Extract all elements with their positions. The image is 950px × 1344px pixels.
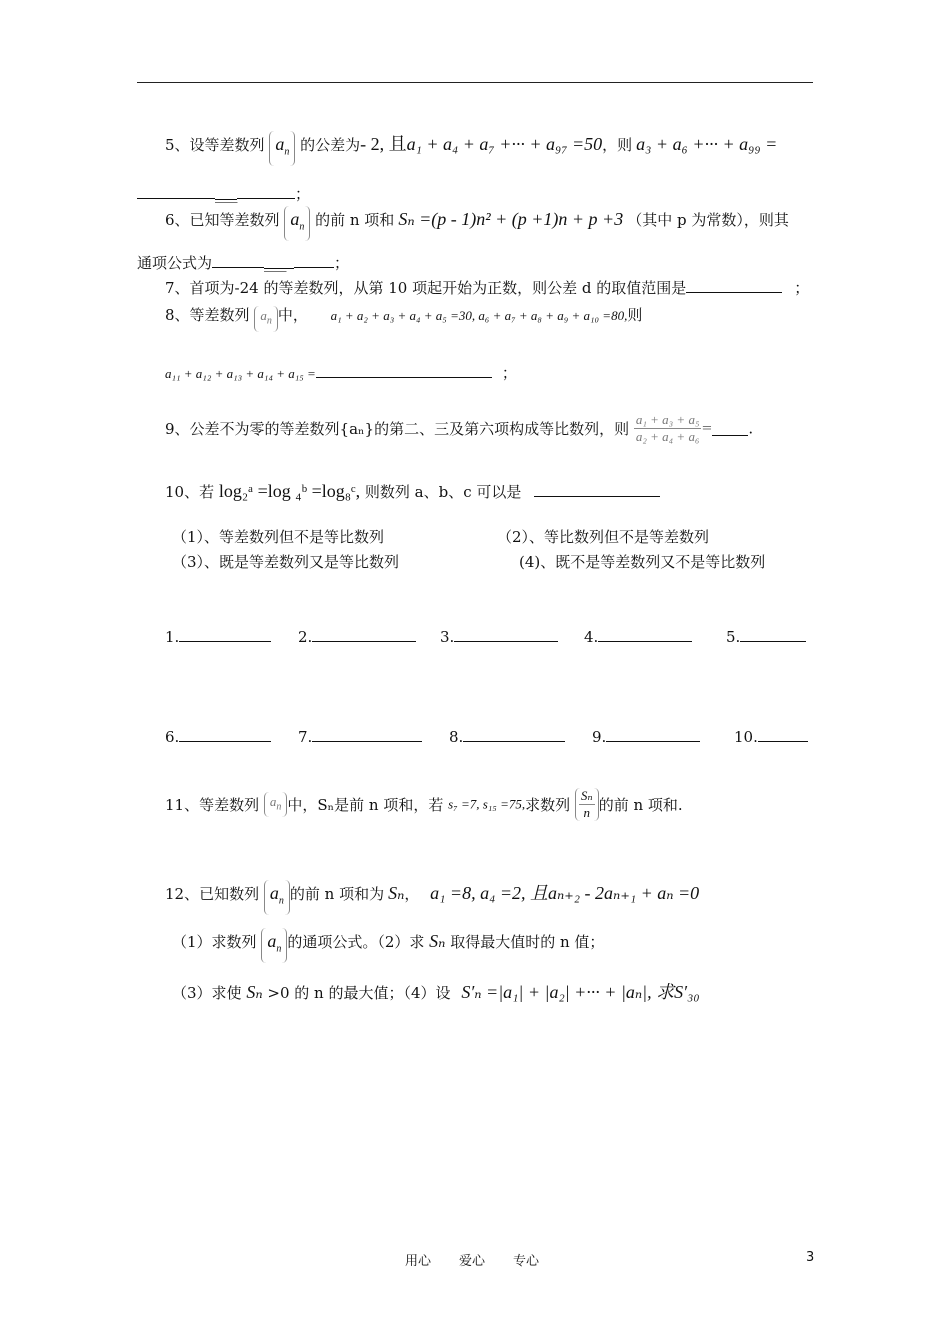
question-10-option-3: （3）、既是等差数列又是等比数列 [172, 553, 400, 571]
answer-2[interactable]: 2. [298, 627, 416, 646]
answer-9[interactable]: 9. [592, 727, 700, 746]
footer-motto: 用心 爱心 专心 [405, 1254, 540, 1269]
question-8: 8、等差数列 $a_n$ 中， a₁ + a₂ + a₃ + a₄ + a₅ =30, a₆ + a₇ + a₈ + a₉ + a₁₀ =80,则 [165, 304, 642, 332]
question-10: 10、若 log₂ᵃ =log ₄ᵇ =log₈ᶜ, 则数列 a、b、c 可以是 [165, 481, 660, 502]
question-12-parts-1-2: （1）求数列 $a_n$ 的通项公式。（2）求 Sₙ 取得最大值时的 n 值； [172, 928, 604, 963]
question-8-line2: a₁₁ + a₁₂ + a₁₃ + a₁₄ + a₁₅ = ； [165, 364, 517, 382]
sequence-an: $a_n$ [269, 131, 295, 166]
question-11: 11、等差数列 $a_n$ 中，Sₙ是前 n 项和，若 s₇ =7, s₁₅ =75,求数列 $\frac{\text{Sₙ}}{n}$ 的前 n 项和. [165, 788, 683, 820]
answer-6[interactable]: 6. [165, 727, 271, 746]
question-9: 9、公差不为零的等差数列{aₙ}的第二、三及第六项构成等比数列，则 $\frac{\text{a₁ + a₃ + a₅}}{\text{a₂ + a₄ + a₆}}$ = . [165, 412, 754, 444]
answer-4[interactable]: 4. [584, 627, 692, 646]
sequence-an: $a_n$ [264, 792, 288, 818]
answer-7[interactable]: 7. [298, 727, 422, 746]
answer-8[interactable]: 8. [449, 727, 565, 746]
question-5: 5、设等差数列 $a_n$ 的公差为- 2, 且a₁ + a₄ + a₇ +··· + a₉₇ =50，则 a₃ + a₆ +··· + a₉₉ = [165, 130, 777, 166]
question-6: 6、已知等差数列 $a_n$ 的前 n 项和 Sₙ =(p - 1)n² + (p +1)n + p +3 （其中 p 为常数），则其 [165, 206, 789, 241]
sequence-an: $a_n$ [264, 880, 290, 915]
fraction-odd-over-even: $\frac{\text{a₁ + a₃ + a₅}}{\text{a₂ + a₄ + a₆}}$ [635, 412, 700, 444]
question-10-option-1: （1）、等差数列但不是等比数列 [172, 528, 385, 546]
sequence-an: $a_n$ [261, 928, 287, 963]
page-number: 3 [806, 1250, 815, 1265]
header-rule [137, 82, 813, 83]
question-5-answer-line: ___ ； [137, 183, 310, 204]
answer-1[interactable]: 1. [165, 627, 271, 646]
question-6-line2: 通项公式为 ___ ； [137, 254, 350, 272]
answer-3[interactable]: 3. [440, 627, 558, 646]
question-7: 7、首项为-24 的等差数列，从第 10 项起开始为正数，则公差 d 的取值范围是 ； [165, 279, 810, 297]
sequence-an: $a_n$ [284, 206, 310, 241]
question-12: 12、已知数列 $a_n$ 的前 n 项和为 Sₙ， a₁ =8, a₄ =2, 且aₙ₊₂ - 2aₙ₊₁ + aₙ =0 [165, 879, 699, 915]
question-12-parts-3-4: （3）求使 Sₙ >0 的 n 的最大值；（4）设 S′ₙ =|a₁| + |a₂| +··· + |aₙ|, 求S′₃₀ [172, 982, 700, 1002]
answer-5[interactable]: 5. [726, 627, 806, 646]
answer-10[interactable]: 10. [734, 727, 808, 746]
question-10-option-4: (4)、既不是等差数列又不是等比数列 [519, 553, 766, 571]
sequence-an: $a_n$ [254, 306, 278, 332]
question-10-option-2: （2）、等比数列但不是等差数列 [497, 528, 710, 546]
sequence-sn-over-n: $\frac{\text{Sₙ}}{n}$ [575, 788, 599, 821]
